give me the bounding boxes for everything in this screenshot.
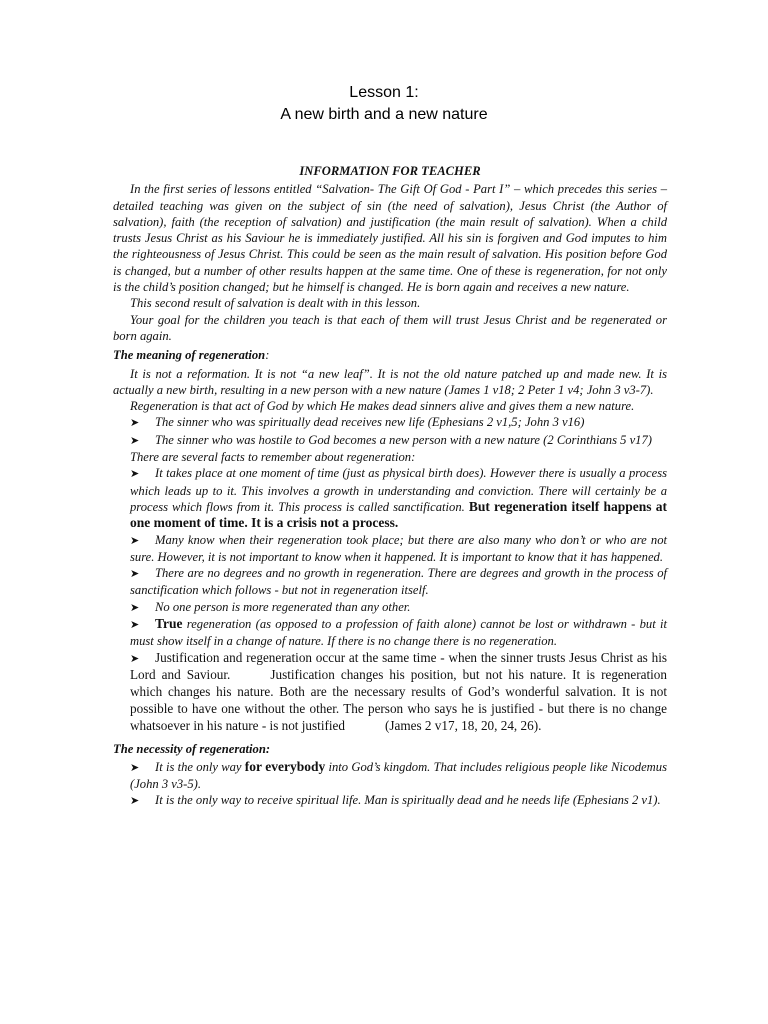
teacher-info-paragraph-3: Your goal for the children you teach is that each of them will trust Jesus Christ and be regenerated or born again.	[113, 312, 667, 343]
arrow-bullet-icon: ➤	[130, 434, 140, 447]
facts-intro: There are several facts to remember about regeneration:	[130, 450, 416, 465]
arrow-bullet-icon: ➤	[130, 568, 140, 581]
meaning-bullet-1: The sinner who was spiritually dead receives new life (Ephesians 2 v1,5; John 3 v16)	[155, 415, 585, 430]
list-item	[113, 616, 667, 650]
arrow-bullet-icon: ➤	[130, 601, 140, 614]
meaning-paragraph-2: Regeneration is that act of God by which He makes dead sinners alive and gives them a new nature.	[130, 399, 635, 414]
list-item	[113, 792, 667, 809]
list-item	[113, 432, 667, 449]
arrow-bullet-icon: ➤	[130, 534, 140, 547]
fact-6-part-2: Justification changes his position, but not his nature. It is regeneration which changes his nature. Both are the necessary results of God’s wonderful salvation. It is not possible to have one without the other. The person who says he is justified - but there is no change whatsoever in his nature - is not justified	[130, 667, 667, 733]
fact-1-bold: But regeneration itself happens at one moment of time. It is a crisis not a process.	[130, 498, 667, 531]
fact-3-text: There are no degrees and no growth in regeneration. There are degrees and growth in the process of sanctification which follows - but not in regeneration itself.	[130, 566, 667, 598]
list-item	[113, 414, 667, 431]
lesson-body	[113, 163, 667, 810]
arrow-bullet-icon: ➤	[130, 652, 140, 665]
list-item	[113, 565, 667, 599]
necessity-bullet-1-b: into God’s kingdom. That includes religious people like Nicodemus (John 3 v3-5).	[130, 759, 667, 792]
necessity-bullet-1-a: It is the only way	[155, 759, 245, 774]
meaning-bullet-2: The sinner who was hostile to God becomes a new person with a new nature (2 Corinthians 5 v17)	[155, 432, 652, 447]
necessity-bullet-2: It is the only way to receive spiritual life. Man is spiritually dead and he needs life (Ephesians 2 v1).	[155, 793, 661, 808]
necessity-bullet-1-bold: for everybody	[244, 758, 326, 774]
arrow-bullet-icon: ➤	[130, 468, 140, 481]
meaning-heading-colon: :	[265, 348, 270, 363]
meaning-paragraph-1: It is not a reformation. It is not “a new leaf”. It is not the old nature patched up and made new. It is actually a new birth, resulting in a new person with a new nature (James 1 v18; 2 Peter 1 v4; John 3 v3-7).	[113, 366, 667, 397]
list-item	[113, 532, 667, 566]
meaning-heading-text: The meaning of regeneration	[113, 348, 266, 363]
lesson-number: Lesson 1:	[349, 84, 419, 101]
fact-2-text: Many know when their regeneration took place; but there are also many who don’t or who are not sure. However, it is not important to know when it happened. It is important to know that it has happened.	[130, 532, 667, 564]
lesson-title: A new birth and a new nature	[280, 106, 488, 123]
fact-5-bold: True	[155, 616, 183, 632]
list-item	[113, 599, 667, 616]
arrow-bullet-icon: ➤	[130, 795, 140, 808]
fact-5-text: regeneration (as opposed to a profession of faith alone) cannot be lost or withdrawn - but it must show itself in a change of nature. If there is no change there is no regeneration.	[130, 617, 667, 649]
list-item	[113, 650, 667, 735]
teacher-info-paragraph-1: In the first series of lessons entitled “Salvation- The Gift Of God - Part I” – which precedes this series – detailed teaching was given on the subject of sin (the need of salvation), Jesus Christ (the Author of salvation), faith (the reception of salvation) and justification (the main result of salvation). When a child trusts Jesus Christ as his Saviour he is immediately justified. All his sin is forgiven and God imputes to him the righteousness of Jesus Christ. This could be seen as the main result of salvation. His position before God is changed, but a number of other results happen at the same time. One of these is regeneration, for not only is the child’s position changed; but he himself is changed. He is born again and receives a new nature.	[113, 182, 667, 295]
fact-1-text: It takes place at one moment of time (just as physical birth does). However there is usually a process which leads up to it. This involves a growth in understanding and conviction. There will certainly be a process which flows from it. This process is called sanctification.	[130, 466, 667, 514]
list-item	[113, 759, 667, 793]
arrow-bullet-icon: ➤	[130, 761, 140, 774]
list-item	[113, 465, 667, 531]
fact-4-text: No one person is more regenerated than any other.	[155, 599, 411, 614]
teacher-info-paragraph-2: This second result of salvation is dealt with in this lesson.	[130, 296, 421, 311]
teacher-info-heading: INFORMATION FOR TEACHER	[299, 164, 481, 178]
arrow-bullet-icon: ➤	[130, 619, 140, 632]
fact-6-part-1: Justification and regeneration occur at the same time - when the sinner trusts Jesus Christ as his Lord and Saviour.	[130, 649, 667, 683]
fact-6-reference: (James 2 v17, 18, 20, 24, 26).	[385, 717, 542, 733]
arrow-bullet-icon: ➤	[130, 417, 140, 430]
necessity-heading: The necessity of regeneration:	[113, 741, 271, 756]
meaning-heading	[113, 347, 667, 363]
